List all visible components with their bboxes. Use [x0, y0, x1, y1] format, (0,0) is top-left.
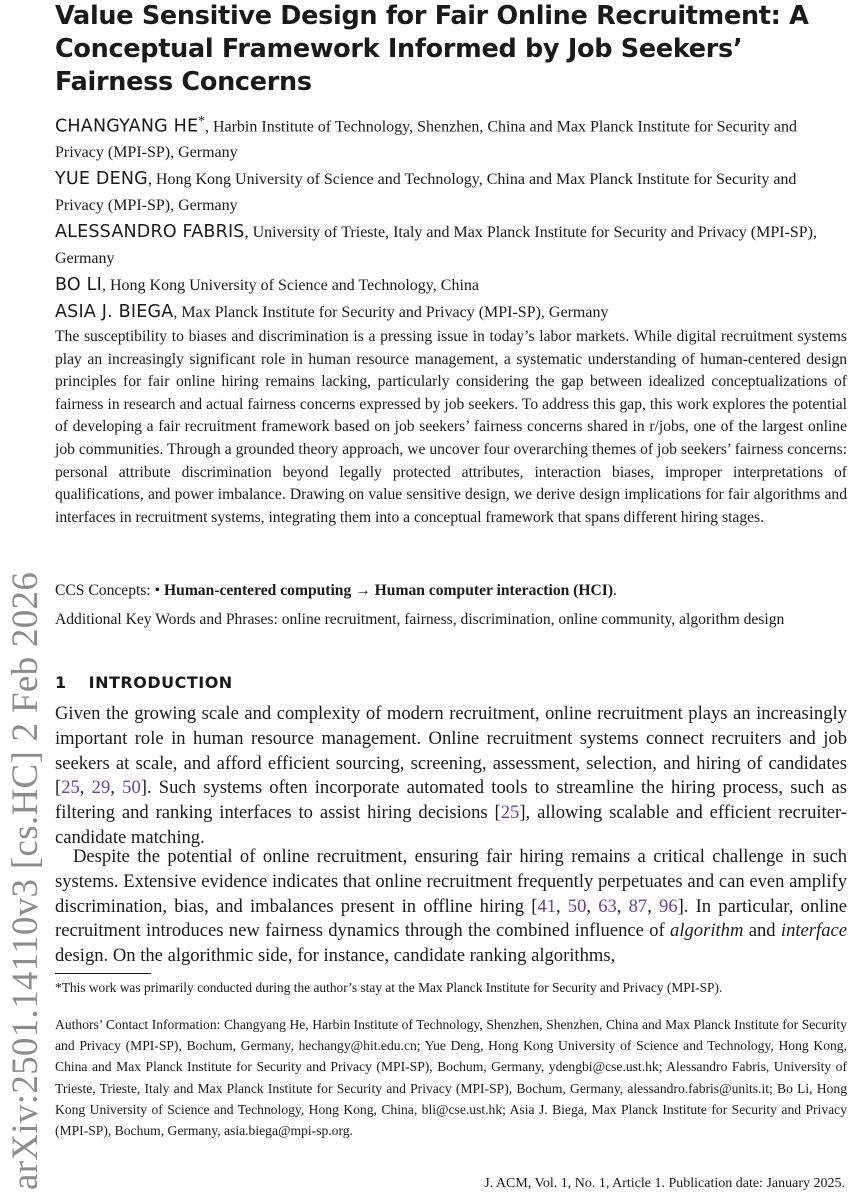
text-run: Despite the potential of online recruitment, ensuring fair hiring remains a critical challenge in such systems. Extensive evidence indicates that online recruitment frequently perpetuates and can even amplify discrimination, bias, and imbalances present in offline hiring [: [55, 846, 847, 917]
author-entry: [55, 219, 847, 272]
section-number: 1: [55, 673, 67, 692]
author-entry: [55, 166, 847, 219]
text-run: ]. In particular, online recruitment introduces new fairness dynamics through the combined influence of: [55, 895, 848, 942]
text-run: ]. Such systems often incorporate automated tools to streamline the hiring process, such as filtering and ranking interfaces to assist hiring decisions [: [55, 777, 848, 824]
citation-link[interactable]: 96: [659, 895, 678, 917]
citation-link[interactable]: 25: [500, 802, 520, 824]
citation-link[interactable]: 50: [567, 895, 587, 917]
keywords: Additional Key Words and Phrases: online recruitment, fairness, discrimination, online community, algorithm design: [55, 611, 785, 628]
author-contact-info: Authors’ Contact Information: Changyang He, Harbin Institute of Technology, Shenzhen, Shenzhen, China and Max Planck Institute for Security and Privacy (MPI-SP), Bochum, Germany, hechangy@hit.edu.cn; Yue Deng, Hong Kong University of Science and Technology, Hong Kong, China and Max Planck Institute for Security and Privacy (MPI-SP), Bochum, Germany, ydengbi@cse.ust.hk; Alessandro Fabris, University of Trieste, Trieste, Italy and Max Planck Institute for Security and Privacy (MPI-SP), Bochum, Germany, alessandro.fabris@units.it; Bo Li, Hong Kong University of Science and Technology, Hong Kong, China, bli@cse.ust.hk; Asia J. Biega, Max Planck Institute for Security and Privacy (MPI-SP), Bochum, Germany, asia.biega@mpi-sp.org.: [55, 1017, 847, 1139]
footnote-rule: [55, 973, 151, 974]
ccs-label: CCS Concepts: •: [55, 582, 161, 599]
journal-info: J. ACM, Vol. 1, No. 1, Article 1. Publication date: January 2025.: [484, 1176, 845, 1191]
text-run: design. On the algorithmic side, for instance, candidate ranking algorithms,: [55, 945, 616, 967]
citation-link[interactable]: 50: [122, 777, 141, 799]
citation-link[interactable]: 41: [537, 895, 556, 917]
author-entry: [55, 108, 847, 166]
author-affiliation: , Harbin Institute of Technology, Shenzhen, China and Max Planck Institute for Security and Privacy (MPI-SP), Germany: [55, 118, 798, 162]
section-title: INTRODUCTION: [88, 673, 233, 692]
footnote: *This work was primarily conducted during the author’s stay at the Max Planck Institute for Security and Privacy (MPI-SP).: [55, 980, 723, 995]
citation-link[interactable]: 87: [628, 895, 648, 917]
citation-link[interactable]: 63: [598, 895, 617, 917]
author-affiliation: , Hong Kong University of Science and Technology, China and Max Planck Institute for Security and Privacy (MPI-SP), Germany: [55, 171, 797, 215]
author-affiliation: , Max Planck Institute for Security and Privacy (MPI-SP), Germany: [173, 304, 609, 322]
author-entry: [55, 272, 847, 299]
intro-paragraph-1: Given the growing scale and complexity of modern recruitment, online recruitment plays an increasingly important role in human resource management. Online recruitment systems connect recruiters and job seekers at scale, and afford efficient sourcing, screening, assessment, selection, and hiring of candidates [25, 29, 50]. Such systems often incorporate automated tools to streamline the hiring process, such as filtering and ranking interfaces to assist hiring decisions [25], allowing scalable and efficient recruiter-candidate matching.: [55, 703, 848, 848]
paper-title: Value Sensitive Design for Fair Online Recruitment: A Conceptual Framework Informed by Job Seekers’ Fairness Concerns: [55, 1, 809, 97]
author-name: BO LI: [55, 275, 102, 296]
author-name: ALESSANDRO FABRIS: [55, 222, 245, 243]
author-entry: [55, 299, 847, 326]
text-run: ], allowing scalable and efficient recruiter-candidate matching.: [55, 802, 847, 848]
arxiv-sidebar-id: arXiv:2501.14110v3 [cs.HC] 2 Feb 2026: [5, 571, 46, 1190]
ccs-concepts: [55, 580, 847, 602]
text-run: and: [743, 920, 781, 942]
citation-link[interactable]: 25: [61, 777, 80, 799]
emphasis: algorithm: [670, 920, 744, 942]
author-name: ASIA J. BIEGA: [55, 302, 174, 323]
ccs-concept: Human-centered computing → Human computer interaction (HCI): [164, 582, 614, 599]
emphasis: interface: [780, 920, 847, 942]
author-list: [55, 108, 847, 326]
abstract: The susceptibility to biases and discrimination is a pressing issue in today’s labor markets. While digital recruitment systems play an increasingly significant role in human resource management, a systematic understanding of human-centered design principles for fair online hiring remains lacking, particularly considering the gap between idealized conceptualizations of fairness in research and actual fairness concerns expressed by job seekers. To address this gap, this work explores the potential of developing a fair recruitment framework based on job seekers’ fairness concerns shared in r/jobs, one of the largest online job communities. Through a grounded theory approach, we uncover four overarching themes of job seekers’ fairness concerns: personal attribute discrimination beyond legally protected attributes, interaction biases, improper interpretations of qualifications, and power imbalance. Drawing on value sensitive design, we derive design implications for fair algorithms and interfaces in recruitment systems, integrating them into a conceptual framework that spans different hiring stages.: [55, 328, 847, 526]
author-name: CHANGYANG HE: [55, 116, 199, 137]
ccs-end: .: [613, 582, 617, 599]
footnote-mark: *: [198, 113, 205, 128]
author-affiliation: , University of Trieste, Italy and Max Planck Institute for Security and Privacy (MPI-SP), Germany: [55, 224, 817, 268]
section-heading: [55, 673, 233, 692]
text-run: Given the growing scale and complexity of modern recruitment, online recruitment plays an increasingly important role in human resource management. Online recruitment systems connect recruiters and job seekers at scale, and afford efficient sourcing, screening, assessment, selection, and hiring of candidates [: [55, 703, 847, 799]
intro-paragraph-2: Despite the potential of online recruitment, ensuring fair hiring remains a critical challenge in such systems. Extensive evidence indicates that online recruitment frequently perpetuates and can even amplify discrimination, bias, and imbalances present in offline hiring [41, 50, 63, 87, 96]. In particular, online recruitment introduces new fairness dynamics through the combined influence of algorithm and interface design. On the algorithmic side, for instance, candidate ranking algorithms,: [55, 846, 848, 967]
citation-link[interactable]: 29: [91, 777, 111, 799]
author-name: YUE DENG: [55, 169, 148, 190]
author-affiliation: , Hong Kong University of Science and Technology, China: [101, 277, 479, 295]
